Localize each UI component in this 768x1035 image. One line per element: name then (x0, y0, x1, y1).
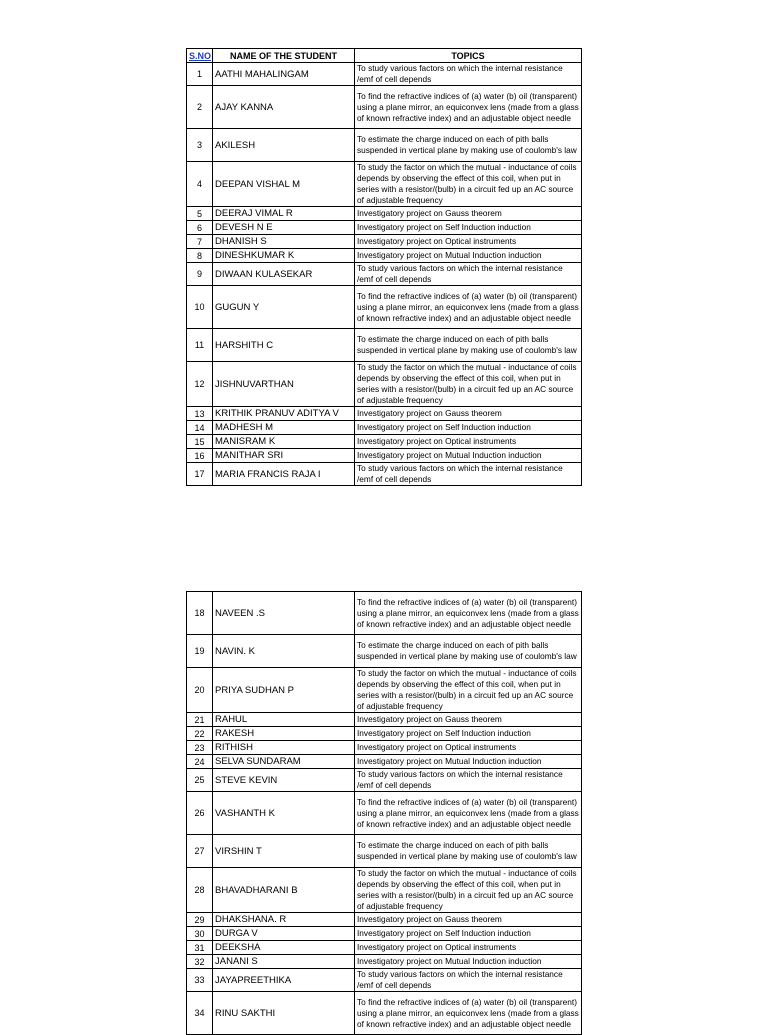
student-name-cell: NAVIN. K (213, 635, 355, 668)
topic-cell: To find the refractive indices of (a) water (b) oil (transparent) using a plane mirror, an equiconvex lens (made from a glass of known refractive index) and an adjustable object needle (355, 992, 582, 1035)
serial-number-cell: 10 (187, 286, 213, 329)
table-row (187, 286, 582, 329)
table-row (187, 741, 582, 755)
student-name-cell: NAVEEN .S (213, 592, 355, 635)
serial-number-cell: 17 (187, 463, 213, 486)
table-row (187, 329, 582, 362)
student-name-cell: DEEKSHA (213, 941, 355, 955)
topic-cell: Investigatory project on Mutual Induction induction (355, 249, 582, 263)
serial-number-cell: 21 (187, 713, 213, 727)
topic-cell: To study various factors on which the internal resistance /emf of cell depends (355, 769, 582, 792)
table-row (187, 955, 582, 969)
header-row (187, 49, 582, 63)
student-name-cell: JAYAPREETHIKA (213, 969, 355, 992)
topic-cell: To study the factor on which the mutual - inductance of coils depends by observing the effect of this coil, when put in series with a resistor/(bulb) in a circuit fed up an AC source of adjustable frequency (355, 362, 582, 407)
student-name-cell: MARIA FRANCIS RAJA I (213, 463, 355, 486)
serial-number-cell: 16 (187, 449, 213, 463)
student-name-cell: AKILESH (213, 129, 355, 162)
table-row (187, 792, 582, 835)
topic-cell: To study various factors on which the internal resistance /emf of cell depends (355, 463, 582, 486)
student-name-cell: RITHISH (213, 741, 355, 755)
table-row (187, 868, 582, 913)
student-name-cell: MADHESH M (213, 421, 355, 435)
serial-number-cell: 24 (187, 755, 213, 769)
topic-cell: Investigatory project on Gauss theorem (355, 713, 582, 727)
serial-number-cell: 15 (187, 435, 213, 449)
student-name-cell: BHAVADHARANI B (213, 868, 355, 913)
table-row (187, 235, 582, 249)
student-name-cell: DEERAJ VIMAL R (213, 207, 355, 221)
table-row (187, 449, 582, 463)
serial-number-cell: 33 (187, 969, 213, 992)
table-row (187, 992, 582, 1035)
topic-cell: To study the factor on which the mutual - inductance of coils depends by observing the effect of this coil, when put in series with a resistor/(bulb) in a circuit fed up an AC source of adjustable frequency (355, 868, 582, 913)
table-row (187, 913, 582, 927)
table-row (187, 435, 582, 449)
topics-header: TOPICS (355, 49, 582, 63)
serial-number-cell: 32 (187, 955, 213, 969)
serial-number-cell: 7 (187, 235, 213, 249)
topic-cell: To study various factors on which the internal resistance /emf of cell depends (355, 63, 582, 86)
table-row (187, 421, 582, 435)
topic-cell: To study the factor on which the mutual - inductance of coils depends by observing the effect of this coil, when put in series with a resistor/(bulb) in a circuit fed up an AC source of adjustable frequency (355, 668, 582, 713)
table-row (187, 249, 582, 263)
serial-number-cell: 30 (187, 927, 213, 941)
student-name-cell: RAKESH (213, 727, 355, 741)
table-row (187, 207, 582, 221)
student-name-cell: DINESHKUMAR K (213, 249, 355, 263)
student-name-cell: DEVESH N E (213, 221, 355, 235)
serial-number-cell: 19 (187, 635, 213, 668)
topic-cell: To find the refractive indices of (a) water (b) oil (transparent) using a plane mirror, an equiconvex lens (made from a glass of known refractive index) and an adjustable object needle (355, 286, 582, 329)
table-row (187, 592, 582, 635)
topic-cell: Investigatory project on Mutual Induction induction (355, 955, 582, 969)
topic-cell: To estimate the charge induced on each of pith balls suspended in vertical plane by making use of coulomb's law (355, 635, 582, 668)
student-name-cell: DIWAAN KULASEKAR (213, 263, 355, 286)
student-name-cell: DURGA V (213, 927, 355, 941)
topic-cell: To find the refractive indices of (a) water (b) oil (transparent) using a plane mirror, an equiconvex lens (made from a glass of known refractive index) and an adjustable object needle (355, 592, 582, 635)
table-row (187, 63, 582, 86)
table-row (187, 162, 582, 207)
serial-number-cell: 14 (187, 421, 213, 435)
table-row (187, 713, 582, 727)
serial-number-cell: 12 (187, 362, 213, 407)
student-name-header: NAME OF THE STUDENT (213, 49, 355, 63)
table-row (187, 635, 582, 668)
student-name-cell: MANITHAR SRI (213, 449, 355, 463)
table-row (187, 463, 582, 486)
student-name-cell: RAHUL (213, 713, 355, 727)
serial-number-cell: 18 (187, 592, 213, 635)
topic-cell: To find the refractive indices of (a) water (b) oil (transparent) using a plane mirror, an equiconvex lens (made from a glass of known refractive index) and an adjustable object needle (355, 792, 582, 835)
topic-cell: To estimate the charge induced on each of pith balls suspended in vertical plane by making use of coulomb's law (355, 129, 582, 162)
student-name-cell: DEEPAN VISHAL M (213, 162, 355, 207)
table-row (187, 668, 582, 713)
serial-number-cell: 5 (187, 207, 213, 221)
student-name-cell: MANISRAM K (213, 435, 355, 449)
topic-cell: To study various factors on which the internal resistance /emf of cell depends (355, 969, 582, 992)
serial-number-cell: 4 (187, 162, 213, 207)
table-row (187, 86, 582, 129)
serial-number-cell: 3 (187, 129, 213, 162)
table-row (187, 129, 582, 162)
student-name-cell: AJAY KANNA (213, 86, 355, 129)
student-name-cell: PRIYA SUDHAN P (213, 668, 355, 713)
topic-cell: To estimate the charge induced on each of pith balls suspended in vertical plane by making use of coulomb's law (355, 329, 582, 362)
topic-cell: To study various factors on which the internal resistance /emf of cell depends (355, 263, 582, 286)
topic-cell: Investigatory project on Self Induction induction (355, 221, 582, 235)
serial-number-cell: 22 (187, 727, 213, 741)
student-name-cell: DHAKSHANA. R (213, 913, 355, 927)
serial-number-cell: 27 (187, 835, 213, 868)
serial-number-cell: 9 (187, 263, 213, 286)
student-name-cell: DHANISH S (213, 235, 355, 249)
serial-number-cell: 20 (187, 668, 213, 713)
table-row (187, 835, 582, 868)
student-name-cell: HARSHITH C (213, 329, 355, 362)
table-row (187, 941, 582, 955)
topic-cell: Investigatory project on Self Induction induction (355, 927, 582, 941)
topic-cell: Investigatory project on Optical instruments (355, 741, 582, 755)
student-name-cell: VIRSHIN T (213, 835, 355, 868)
serial-number-cell: 11 (187, 329, 213, 362)
topic-cell: Investigatory project on Mutual Induction induction (355, 755, 582, 769)
sno-header[interactable]: S.NO (187, 49, 213, 63)
table-row (187, 769, 582, 792)
topic-cell: Investigatory project on Optical instruments (355, 235, 582, 249)
serial-number-cell: 34 (187, 992, 213, 1035)
table-row (187, 969, 582, 992)
student-name-cell: STEVE KEVIN (213, 769, 355, 792)
serial-number-cell: 25 (187, 769, 213, 792)
table-row (187, 727, 582, 741)
topic-cell: Investigatory project on Self Induction induction (355, 727, 582, 741)
student-topic-table-2 (186, 591, 582, 1035)
student-name-cell: KRITHIK PRANUV ADITYA V (213, 407, 355, 421)
student-name-cell: JANANI S (213, 955, 355, 969)
student-name-cell: JISHNUVARTHAN (213, 362, 355, 407)
student-name-cell: RINU SAKTHI (213, 992, 355, 1035)
table-row (187, 927, 582, 941)
table-row (187, 362, 582, 407)
serial-number-cell: 28 (187, 868, 213, 913)
topic-cell: To find the refractive indices of (a) water (b) oil (transparent) using a plane mirror, an equiconvex lens (made from a glass of known refractive index) and an adjustable object needle (355, 86, 582, 129)
table-row (187, 755, 582, 769)
topic-cell: Investigatory project on Gauss theorem (355, 207, 582, 221)
topic-cell: Investigatory project on Self Induction induction (355, 421, 582, 435)
serial-number-cell: 26 (187, 792, 213, 835)
serial-number-cell: 1 (187, 63, 213, 86)
topic-cell: To study the factor on which the mutual - inductance of coils depends by observing the effect of this coil, when put in series with a resistor/(bulb) in a circuit fed up an AC source of adjustable frequency (355, 162, 582, 207)
student-name-cell: VASHANTH K (213, 792, 355, 835)
serial-number-cell: 2 (187, 86, 213, 129)
topic-cell: Investigatory project on Mutual Induction induction (355, 449, 582, 463)
table-row (187, 407, 582, 421)
serial-number-cell: 13 (187, 407, 213, 421)
student-topic-table-1 (186, 48, 582, 486)
topic-cell: Investigatory project on Optical instruments (355, 941, 582, 955)
serial-number-cell: 29 (187, 913, 213, 927)
serial-number-cell: 23 (187, 741, 213, 755)
table-row (187, 221, 582, 235)
student-name-cell: GUGUN Y (213, 286, 355, 329)
topic-cell: Investigatory project on Gauss theorem (355, 407, 582, 421)
table-row (187, 263, 582, 286)
topic-cell: To estimate the charge induced on each of pith balls suspended in vertical plane by making use of coulomb's law (355, 835, 582, 868)
topic-cell: Investigatory project on Optical instruments (355, 435, 582, 449)
topic-cell: Investigatory project on Gauss theorem (355, 913, 582, 927)
student-name-cell: AATHI MAHALINGAM (213, 63, 355, 86)
serial-number-cell: 8 (187, 249, 213, 263)
serial-number-cell: 31 (187, 941, 213, 955)
serial-number-cell: 6 (187, 221, 213, 235)
student-name-cell: SELVA SUNDARAM (213, 755, 355, 769)
